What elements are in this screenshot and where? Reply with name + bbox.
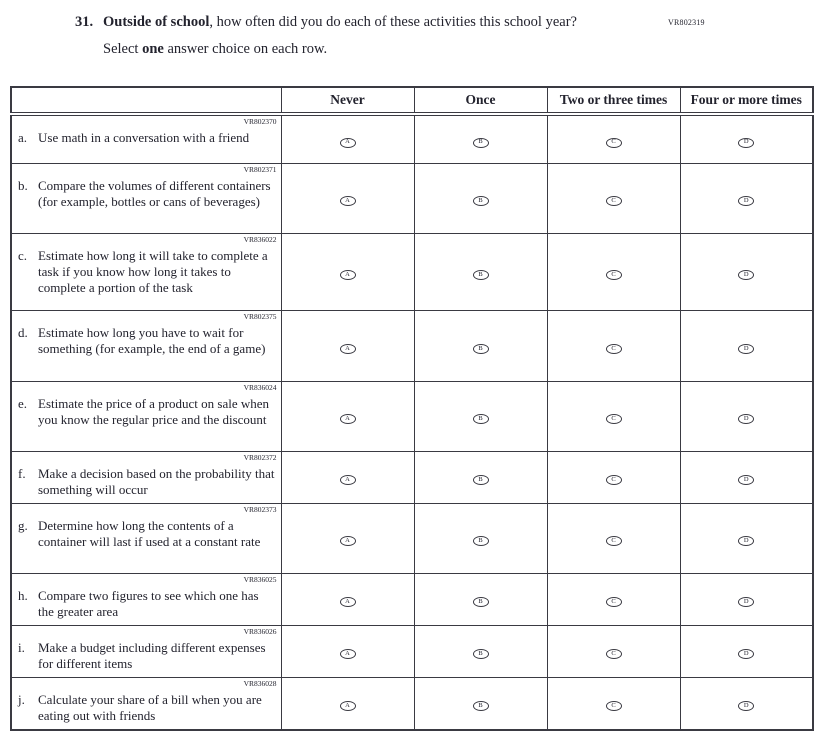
answer-cell-two-or-three-times bbox=[547, 310, 680, 381]
row-code: VR836025 bbox=[243, 574, 277, 584]
answer-cell-two-or-three-times bbox=[547, 573, 680, 625]
table-row bbox=[11, 573, 813, 625]
answer-bubble-four-or-more-times[interactable] bbox=[738, 475, 754, 485]
answer-cell-two-or-three-times bbox=[547, 451, 680, 503]
answer-bubble-once[interactable] bbox=[473, 649, 489, 659]
answer-cell-never bbox=[281, 310, 414, 381]
bubble-letter: D bbox=[743, 344, 749, 352]
answer-bubble-four-or-more-times[interactable] bbox=[738, 270, 754, 280]
table-row bbox=[11, 451, 813, 503]
row-code: VR836026 bbox=[243, 626, 277, 636]
row-text: Make a budget including different expenses for different items bbox=[38, 639, 266, 671]
bubble-letter: B bbox=[478, 415, 483, 422]
row-text: Compare two figures to see which one has the greater area bbox=[38, 587, 259, 619]
answer-bubble-never[interactable] bbox=[340, 414, 356, 424]
table-row bbox=[11, 114, 813, 163]
answer-cell-once bbox=[414, 381, 547, 451]
activity-label bbox=[18, 178, 277, 210]
bubble-letter: D bbox=[743, 197, 749, 204]
select-pre: Select bbox=[103, 41, 143, 57]
row-letter: d. bbox=[18, 324, 28, 340]
bubble-letter: C bbox=[611, 598, 616, 605]
answer-bubble-four-or-more-times[interactable] bbox=[738, 196, 754, 206]
bubble-letter: B bbox=[478, 270, 483, 278]
row-code: VR802375 bbox=[243, 311, 277, 321]
answer-cell-four-or-more-times bbox=[680, 310, 813, 381]
answer-cell-never bbox=[281, 677, 414, 730]
answer-bubble-never[interactable] bbox=[340, 701, 356, 711]
answer-cell-four-or-more-times bbox=[680, 625, 813, 677]
answer-cell-two-or-three-times bbox=[547, 163, 680, 233]
answer-cell-never bbox=[281, 233, 414, 310]
answer-cell-never bbox=[281, 625, 414, 677]
answer-cell-once bbox=[414, 677, 547, 730]
answer-bubble-two-or-three-times[interactable] bbox=[606, 701, 622, 711]
row-code: VR802370 bbox=[243, 117, 277, 126]
header-once: Once bbox=[414, 87, 547, 114]
answer-bubble-two-or-three-times[interactable] bbox=[606, 649, 622, 659]
answer-cell-never bbox=[281, 573, 414, 625]
bubble-letter: D bbox=[743, 537, 749, 544]
question-text bbox=[103, 13, 577, 31]
bubble-letter: D bbox=[743, 598, 749, 605]
answer-cell-two-or-three-times bbox=[547, 625, 680, 677]
answer-cell-never bbox=[281, 381, 414, 451]
activity-cell bbox=[11, 310, 281, 381]
activity-cell bbox=[11, 381, 281, 451]
answer-cell-once bbox=[414, 625, 547, 677]
activity-label bbox=[18, 396, 277, 428]
bubble-letter: A bbox=[345, 537, 350, 544]
bubble-letter: A bbox=[345, 197, 350, 204]
activity-label bbox=[18, 248, 277, 296]
row-letter: a. bbox=[18, 130, 28, 145]
bubble-letter: B bbox=[478, 702, 483, 709]
answer-cell-once bbox=[414, 451, 547, 503]
row-text: Compare the volumes of different containers (for example, bottles or cans of beverages) bbox=[38, 177, 271, 209]
answer-cell-four-or-more-times bbox=[680, 451, 813, 503]
table-row bbox=[11, 625, 813, 677]
header-two-or-three-times: Two or three times bbox=[547, 87, 680, 114]
survey-page bbox=[0, 13, 824, 734]
answer-bubble-four-or-more-times[interactable] bbox=[738, 597, 754, 607]
answer-cell-four-or-more-times bbox=[680, 163, 813, 233]
answer-bubble-four-or-more-times[interactable] bbox=[738, 414, 754, 424]
answer-bubble-never[interactable] bbox=[340, 196, 356, 206]
answer-bubble-two-or-three-times[interactable] bbox=[606, 344, 622, 354]
answer-cell-two-or-three-times bbox=[547, 114, 680, 163]
bubble-letter: D bbox=[743, 415, 749, 422]
answer-bubble-four-or-more-times[interactable] bbox=[738, 649, 754, 659]
answer-cell-two-or-three-times bbox=[547, 233, 680, 310]
answer-cell-once bbox=[414, 503, 547, 573]
activity-cell bbox=[11, 163, 281, 233]
row-text: Calculate your share of a bill when you are eating out with friends bbox=[38, 691, 262, 723]
row-code: VR836022 bbox=[243, 234, 277, 244]
row-code: VR802371 bbox=[243, 164, 277, 174]
answer-bubble-two-or-three-times[interactable] bbox=[606, 270, 622, 280]
table-row bbox=[11, 310, 813, 381]
row-letter: j. bbox=[18, 691, 25, 707]
bubble-letter: B bbox=[478, 650, 483, 657]
bubble-letter: C bbox=[611, 270, 616, 278]
row-letter: h. bbox=[18, 587, 28, 603]
answer-bubble-never[interactable] bbox=[340, 597, 356, 607]
answer-bubble-never[interactable] bbox=[340, 138, 356, 148]
row-text: Make a decision based on the probability that something will occur bbox=[38, 465, 275, 497]
row-code: VR802372 bbox=[243, 452, 277, 462]
activity-cell bbox=[11, 625, 281, 677]
activity-cell bbox=[11, 451, 281, 503]
bubble-letter: B bbox=[478, 537, 483, 544]
answer-bubble-once[interactable] bbox=[473, 701, 489, 711]
answer-bubble-never[interactable] bbox=[340, 649, 356, 659]
answer-bubble-two-or-three-times[interactable] bbox=[606, 138, 622, 148]
activity-label bbox=[18, 130, 277, 146]
bubble-letter: B bbox=[478, 344, 483, 352]
activity-label bbox=[18, 640, 277, 672]
activity-label bbox=[18, 588, 277, 620]
activity-cell bbox=[11, 677, 281, 730]
answer-cell-four-or-more-times bbox=[680, 503, 813, 573]
answer-cell-once bbox=[414, 114, 547, 163]
answer-cell-once bbox=[414, 310, 547, 381]
row-text: Estimate how long it will take to complete a task if you know how long it takes to complete a portion of the task bbox=[38, 247, 268, 295]
select-instruction bbox=[103, 40, 824, 58]
answer-cell-two-or-three-times bbox=[547, 381, 680, 451]
bubble-letter: D bbox=[743, 476, 749, 483]
activity-label bbox=[18, 325, 277, 357]
bubble-letter: B bbox=[478, 476, 483, 483]
answer-cell-never bbox=[281, 114, 414, 163]
answer-bubble-never[interactable] bbox=[340, 536, 356, 546]
table-row bbox=[11, 163, 813, 233]
answer-bubble-never[interactable] bbox=[340, 475, 356, 485]
row-text: Estimate how long you have to wait for something (for example, the end of a game) bbox=[38, 324, 266, 356]
row-text: Determine how long the contents of a container will last if used at a constant rate bbox=[38, 517, 261, 549]
bubble-letter: B bbox=[478, 598, 483, 605]
answer-bubble-two-or-three-times[interactable] bbox=[606, 536, 622, 546]
row-code: VR836028 bbox=[243, 678, 277, 688]
answer-bubble-never[interactable] bbox=[340, 344, 356, 354]
bubble-letter: C bbox=[611, 537, 616, 544]
answer-bubble-once[interactable] bbox=[473, 196, 489, 206]
select-bold: one bbox=[142, 41, 164, 57]
bubble-letter: A bbox=[345, 476, 350, 483]
answer-bubble-two-or-three-times[interactable] bbox=[606, 414, 622, 424]
bubble-letter: C bbox=[611, 138, 616, 146]
header-never: Never bbox=[281, 87, 414, 114]
bubble-letter: B bbox=[478, 197, 483, 204]
bubble-letter: A bbox=[345, 650, 350, 657]
row-letter: b. bbox=[18, 177, 28, 193]
table-header bbox=[11, 87, 813, 114]
answer-cell-once bbox=[414, 233, 547, 310]
answer-cell-four-or-more-times bbox=[680, 233, 813, 310]
answer-bubble-two-or-three-times[interactable] bbox=[606, 196, 622, 206]
activity-label bbox=[18, 518, 277, 550]
activity-label bbox=[18, 692, 277, 724]
answer-bubble-once[interactable] bbox=[473, 475, 489, 485]
question-rest: , how often did you do each of these activities this school year? bbox=[209, 14, 577, 30]
activities-table-body bbox=[11, 114, 813, 730]
answer-bubble-never[interactable] bbox=[340, 270, 356, 280]
bubble-letter: B bbox=[478, 138, 483, 146]
bubble-letter: A bbox=[345, 702, 350, 709]
bubble-letter: C bbox=[611, 344, 616, 352]
activity-cell bbox=[11, 114, 281, 163]
bubble-letter: A bbox=[345, 415, 350, 422]
row-text: Estimate the price of a product on sale when you know the regular price and the discount bbox=[38, 395, 270, 427]
question-line bbox=[75, 13, 824, 31]
bubble-letter: A bbox=[345, 138, 350, 146]
activity-cell bbox=[11, 503, 281, 573]
answer-cell-four-or-more-times bbox=[680, 114, 813, 163]
bubble-letter: C bbox=[611, 702, 616, 709]
form-code: VR802319 bbox=[668, 18, 705, 27]
row-letter: c. bbox=[18, 247, 28, 263]
answer-bubble-four-or-more-times[interactable] bbox=[738, 138, 754, 148]
header-four-or-more-times: Four or more times bbox=[680, 87, 813, 114]
answer-bubble-two-or-three-times[interactable] bbox=[606, 475, 622, 485]
bubble-letter: A bbox=[345, 598, 350, 605]
row-text: Use math in a conversation with a friend bbox=[38, 130, 250, 145]
bubble-letter: D bbox=[743, 270, 749, 278]
answer-cell-two-or-three-times bbox=[547, 503, 680, 573]
bubble-letter: C bbox=[611, 415, 616, 422]
row-letter: g. bbox=[18, 517, 28, 533]
activities-table bbox=[10, 86, 814, 731]
row-letter: e. bbox=[18, 395, 28, 411]
bubble-letter: D bbox=[743, 650, 749, 657]
answer-bubble-once[interactable] bbox=[473, 414, 489, 424]
table-row bbox=[11, 233, 813, 310]
answer-cell-two-or-three-times bbox=[547, 677, 680, 730]
activity-label bbox=[18, 466, 277, 498]
bubble-letter: C bbox=[611, 476, 616, 483]
row-code: VR802373 bbox=[243, 504, 277, 514]
answer-bubble-four-or-more-times[interactable] bbox=[738, 701, 754, 711]
answer-bubble-once[interactable] bbox=[473, 344, 489, 354]
bubble-letter: A bbox=[345, 270, 350, 278]
bubble-letter: A bbox=[345, 344, 350, 352]
answer-bubble-four-or-more-times[interactable] bbox=[738, 536, 754, 546]
activity-cell bbox=[11, 233, 281, 310]
bubble-letter: C bbox=[611, 650, 616, 657]
answer-cell-once bbox=[414, 163, 547, 233]
answer-cell-never bbox=[281, 503, 414, 573]
answer-bubble-two-or-three-times[interactable] bbox=[606, 597, 622, 607]
answer-cell-never bbox=[281, 163, 414, 233]
question-number: 31. bbox=[75, 14, 94, 30]
answer-bubble-once[interactable] bbox=[473, 597, 489, 607]
table-row bbox=[11, 381, 813, 451]
select-post: answer choice on each row. bbox=[163, 41, 328, 57]
answer-cell-once bbox=[414, 573, 547, 625]
table-row bbox=[11, 503, 813, 573]
header-activity-cell bbox=[11, 87, 281, 114]
answer-bubble-once[interactable] bbox=[473, 138, 489, 148]
answer-bubble-four-or-more-times[interactable] bbox=[738, 344, 754, 354]
row-code: VR836024 bbox=[243, 382, 277, 392]
row-letter: i. bbox=[18, 639, 25, 655]
answer-cell-four-or-more-times bbox=[680, 381, 813, 451]
bubble-letter: D bbox=[743, 702, 749, 709]
table-row bbox=[11, 677, 813, 730]
answer-cell-four-or-more-times bbox=[680, 573, 813, 625]
header-row bbox=[11, 87, 813, 114]
activity-cell bbox=[11, 573, 281, 625]
answer-cell-four-or-more-times bbox=[680, 677, 813, 730]
bubble-letter: D bbox=[743, 138, 749, 146]
bubble-letter: C bbox=[611, 197, 616, 204]
answer-bubble-once[interactable] bbox=[473, 270, 489, 280]
answer-cell-never bbox=[281, 451, 414, 503]
answer-bubble-once[interactable] bbox=[473, 536, 489, 546]
question-bold-lead: Outside of school bbox=[103, 14, 210, 30]
row-letter: f. bbox=[18, 465, 26, 481]
